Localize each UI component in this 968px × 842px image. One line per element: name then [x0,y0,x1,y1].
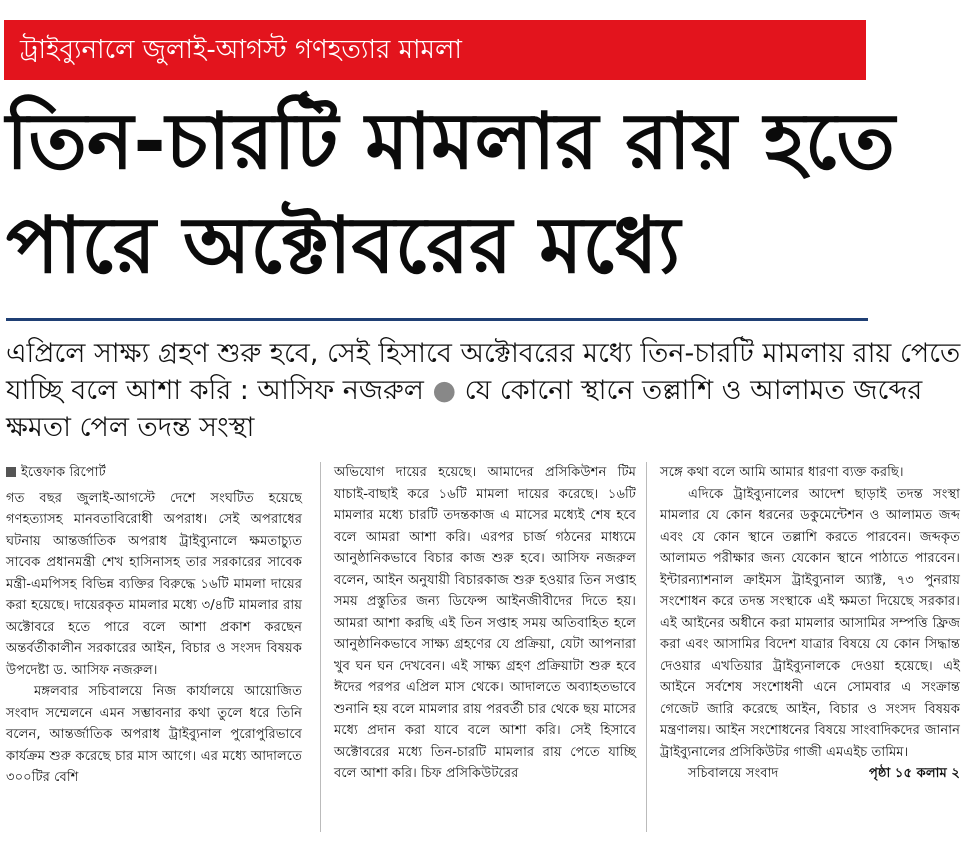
article-column-2 [334,462,636,785]
column-divider [320,462,321,832]
article-column-3 [660,462,960,785]
headline-divider [6,318,868,321]
headline-line-1: তিন-চারটি মামলার রায় হতে [6,97,895,187]
bullet-icon: ● [432,375,457,406]
paragraph: মঙ্গলবার সচিবালয়ে নিজ কার্যালয়ে আয়োজিত সংবাদ সম্মেলনে এমন সম্ভাবনার কথা তুলে ধরে তিনি বলেন, আন্তর্জাতিক অপরাধ ট্রাইব্যুনাল পুরোপুরিভাবে কার্যক্রম শুরু করেছে চার মাস আগে। এর মধ্যে আদালতে ৩০০টির বেশি [6,684,302,785]
deck-part-2: যে কোনো স্থানে তল্লাশি ও আলামত জব্দের ক্ষমতা পেল তদন্ত সংস্থা [6,375,923,443]
section-kicker: ট্রাইব্যুনালে জুলাই-আগস্ট গণহত্যার মামলা [4,20,866,80]
byline [6,462,302,484]
deck-part-1: এপ্রিলে সাক্ষ্য গ্রহণ শুরু হবে, সেই হিসাবে অক্টোবরের মধ্যে তিন-চারটি মামলায় রায় পেতে যাচ্ছি বলে আশা করি : আসিফ নজরুল [6,338,961,406]
paragraph: অভিযোগ দায়ের হয়েছে। আমাদের প্রসিকিউশন টিম যাচাই-বাছাই করে ১৬টি মামলা দায়ের করেছে। ১৬টি মামলার মধ্যে চারটি তদন্তকাজ এ মাসের মধ্যেই শেষ হবে বলে আমরা আশা করি। এরপর চার্জ গঠনের মাধ্যমে আনুষ্ঠানিকভাবে বিচার কাজ শুরু হবে। আসিফ নজরুল বলেন, আইন অনুযায়ী বিচারকাজ শুরু হওয়ার তিন সপ্তাহ সময় প্রস্তুতির জন্য ডিফেন্স আইনজীবীদের দিতে হয়। আমরা আশা করছি এই তিন সপ্তাহ সময় অতিবাহিত হলে আনুষ্ঠানিকভাবে সাক্ষ্য গ্রহণের যে প্রক্রিয়া, যেটা আপনারা খুব ঘন ঘন দেখবেন। এই সাক্ষ্য গ্রহণ প্রক্রিয়াটা শুরু হবে ঈদের পরপর এপ্রিল মাস থেকে। আদালতে অব্যাহতভাবে শুনানি হয় বলে মামলার রায় পরবর্তী চার থেকে ছয় মাসের মধ্যে প্রদান করা যাবে বলে আশা করি। সেই হিসাবে অক্টোবরের মধ্যে তিন-চারটি মামলার রায় পেতে যাচ্ছি বলে আশা করি। চিফ প্রসিকিউটরের [334,465,636,781]
paragraph: সঙ্গে কথা বলে আমি আমার ধারণা ব্যক্ত করছি। [660,465,904,480]
subheadline-deck [6,335,961,446]
article-footer [660,763,960,785]
headline [6,90,956,298]
paragraph: এদিকে ট্রাইব্যুনালের আদেশ ছাড়াই তদন্ত সংস্থা মামলার যে কোন ধরনের ডকুমেন্টেশন ও আলামত জব্দ এবং যে কোন স্থানে তল্লাশি করতে পারবেন। জব্দকৃত আলামত পরীক্ষার জন্য যেকোন স্থানে পাঠাতে পারবেন। ইন্টারন্যাশনাল ক্রাইমস ট্রাইব্যুনাল অ্যাক্ট, ৭৩ পুনরায় সংশোধন করে তদন্ত সংস্থাকে এই ক্ষমতা দিয়েছে সরকার। এই আইনের অধীনে করা মামলার আসামির সম্পত্তি ফ্রিজ করা এবং আসামির বিদেশ যাত্রার বিষয়ে যে কোন সিদ্ধান্ত দেওয়ার এখতিয়ার ট্রাইব্যুনালকে দেওয়া হয়েছে। এই আইনে সর্বশেষ সংশোধনী এনে সোমবার এ সংক্রান্ত গেজেট জারি করেছে আইন, বিচার ও সংসদ বিষয়ক মন্ত্রণালয়। আইন সংশোধনের বিষয়ে সাংবাদিকদের জানান ট্রাইব্যুনালের প্রসিকিউটর গাজী এমএইচ তামিম। [660,486,960,760]
signoff: সচিবালয়ে সংবাদ [688,766,779,781]
byline-text: ইত্তেফাক রিপোর্ট [21,465,106,480]
square-bullet-icon [6,467,16,477]
column-divider [646,462,647,832]
paragraph: গত বছর জুলাই-আগস্টে দেশে সংঘটিত হয়েছে গণহত্যাসহ মানবতাবিরোধী অপরাধ। সেই অপরাধের ঘটনায় আন্তর্জাতিক অপরাধ ট্রাইব্যুনালে ক্ষমতাচ্যুত সাবেক প্রধানমন্ত্রী শেখ হাসিনাসহ তার সরকারের সাবেক মন্ত্রী-এমপিসহ বিভিন্ন ব্যক্তির বিরুদ্ধে ১৬টি মামলা দায়ের করা হয়েছে। দায়েরকৃত মামলার মধ্যে ৩/৪টি মামলার রায় অক্টোবরে হতে পারে বলে আশা প্রকাশ করছেন অন্তর্বর্তীকালীন সরকারের আইন, বিচার ও সংসদ বিষয়ক উপদেষ্টা ড. আসিফ নজরুল। [6,490,302,678]
continued-on-page-link[interactable]: পৃষ্ঠা ১৫ কলাম ২ [868,766,960,781]
headline-line-2: পারে অক্টোবরের মধ্যে [6,201,681,291]
article-column-1 [6,462,302,789]
article-body [6,462,961,837]
